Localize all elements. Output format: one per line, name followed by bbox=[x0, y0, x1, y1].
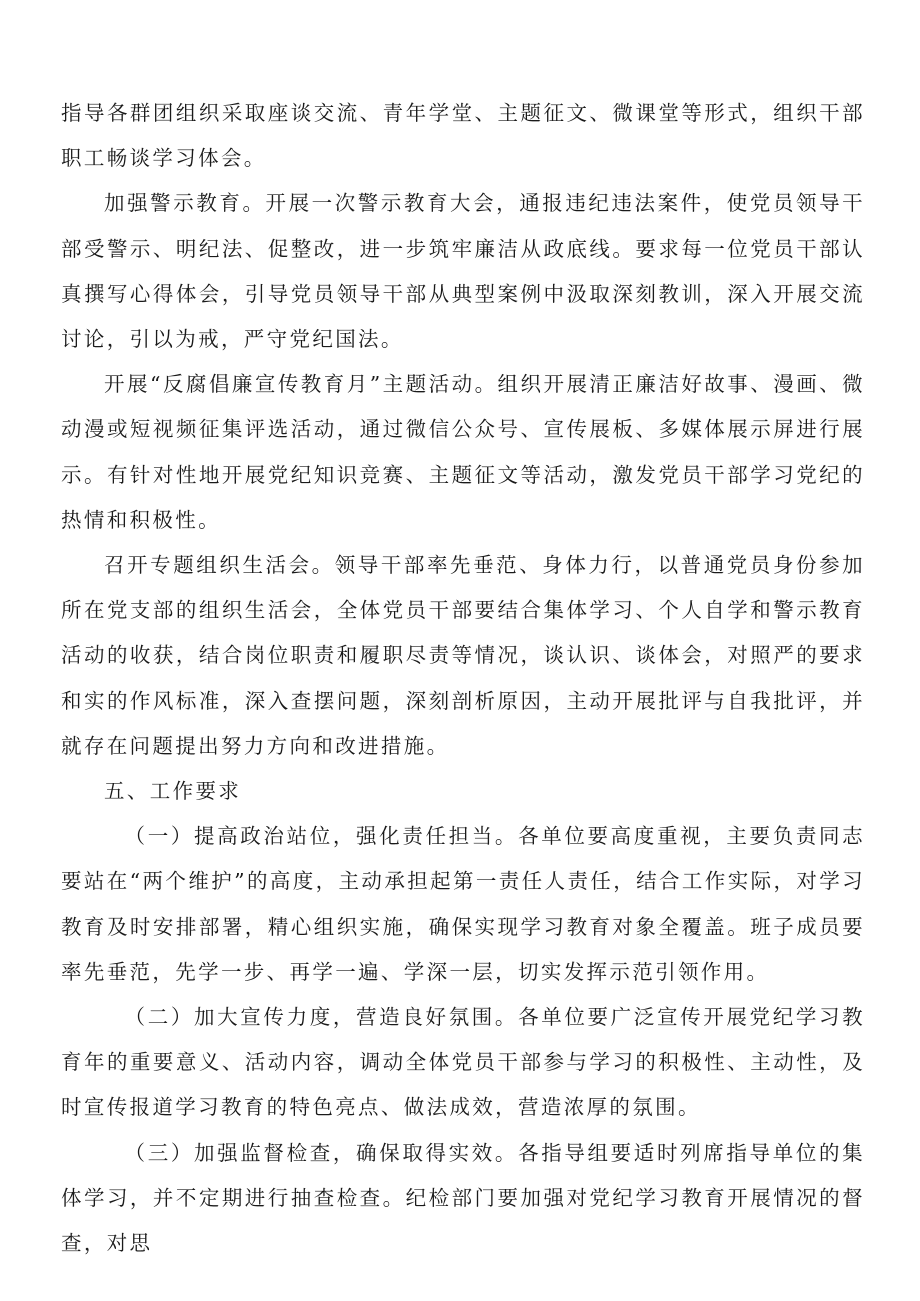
document-body bbox=[61, 91, 865, 1266]
paragraph-requirement-2: （二）加大宣传力度，营造良好氛围。各单位要广泛宣传开展党纪学习教育年的重要意义、活动内容，调动全体党员干部参与学习的积极性、主动性，及时宣传报道学习教育的特色亮点、做法成效，营造浓厚的氛围。 bbox=[61, 1005, 865, 1120]
paragraph-anti-corruption-month: 开展“反腐倡廉宣传教育月”主题活动。组织开展清正廉洁好故事、漫画、微动漫或短视频征集评选活动，通过微信公众号、宣传展板、多媒体展示屏进行展示。有针对性地开展党纪知识竞赛、主题征文等活动，激发党员干部学习党纪的热情和积极性。 bbox=[61, 372, 865, 532]
paragraph-organizational-life-meeting: 召开专题组织生活会。领导干部率先垂范、身体力行，以普通党员身份参加所在党支部的组织生活会，全体党员干部要结合集体学习、个人自学和警示教育活动的收获，结合岗位职责和履职尽责等情况，谈认识、谈体会，对照严的要求和实的作风标准，深入查摆问题，深刻剖析原因，主动开展批评与自我批评，并就存在问题提出努力方向和改进措施。 bbox=[61, 553, 865, 758]
paragraph-group-activities: 指导各群团组织采取座谈交流、青年学堂、主题征文、微课堂等形式，组织干部职工畅谈学习体会。 bbox=[61, 101, 865, 171]
section-heading-work-requirements: 五、工作要求 bbox=[104, 779, 242, 804]
paragraph-requirement-1: （一）提高政治站位，强化责任担当。各单位要高度重视，主要负责同志要站在“两个维护”的高度，主动承担起第一责任人责任，结合工作实际，对学习教育及时安排部署，精心组织实施，确保实现学习教育对象全覆盖。班子成员要率先垂范，先学一步、再学一遍、学深一层，切实发挥示范引领作用。 bbox=[61, 824, 865, 984]
paragraph-requirement-3: （三）加强监督检查，确保取得实效。各指导组要适时列席指导单位的集体学习，并不定期进行抽查检查。纪检部门要加强对党纪学习教育开展情况的督查，对思 bbox=[61, 1140, 865, 1256]
paragraph-warning-education: 加强警示教育。开展一次警示教育大会，通报违纪违法案件，使党员领导干部受警示、明纪法、促整改，进一步筑牢廉洁从政底线。要求每一位党员干部认真撰写心得体会，引导党员领导干部从典型案例中汲取深刻教训，深入开展交流讨论，引以为戒，严守党纪国法。 bbox=[61, 191, 865, 352]
